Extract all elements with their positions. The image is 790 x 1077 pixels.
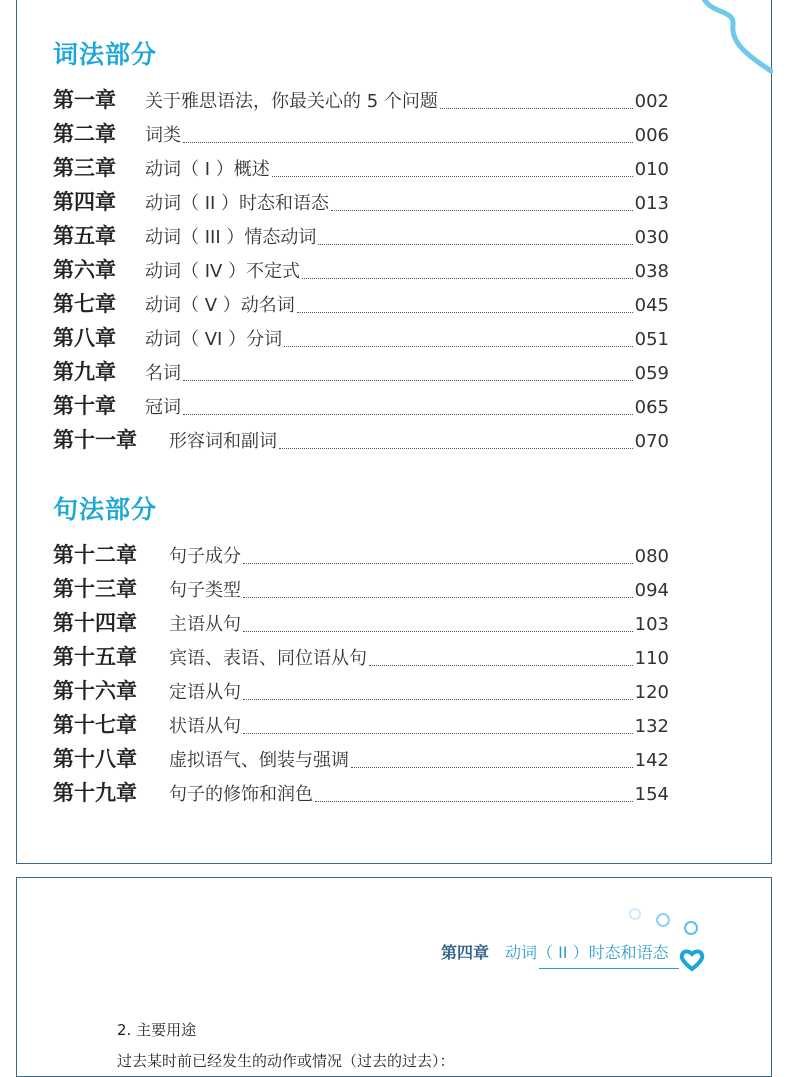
running-header-title: 动词（ II ）时态和语态: [505, 943, 669, 962]
page-number: 006: [634, 125, 669, 146]
chapter-title: 动词（ III ）情态动词: [145, 227, 317, 248]
chapter-number: 第十章: [53, 394, 116, 418]
dot-leader: [243, 733, 633, 734]
chapter-number: 第五章: [53, 224, 116, 248]
toc-entry[interactable]: [53, 151, 669, 185]
toc-entry[interactable]: [53, 742, 669, 776]
page-number: 094: [634, 580, 669, 601]
swirl-decoration-icon: [627, 906, 707, 940]
page-number: 051: [634, 329, 669, 350]
chapter-number: 第一章: [53, 88, 116, 112]
toc-entry[interactable]: [53, 287, 669, 321]
chapter-number: 第九章: [53, 360, 116, 384]
chapter-title: 定语从句: [169, 682, 241, 703]
page-number: 142: [634, 750, 669, 771]
dot-leader: [243, 563, 633, 564]
dot-leader: [369, 665, 633, 666]
dot-leader: [440, 108, 633, 109]
body-text-line: 过去某时前已经发生的动作或情况（过去的过去）：: [117, 1052, 455, 1070]
page-number: 045: [634, 295, 669, 316]
dot-leader: [318, 244, 632, 245]
dot-leader: [243, 631, 633, 632]
page-number: 132: [634, 716, 669, 737]
chapter-title: 句子的修饰和润色: [169, 784, 313, 805]
page-number: 038: [634, 261, 669, 282]
chapter-title: 主语从句: [169, 614, 241, 635]
chapter-title: 关于雅思语法，你最关心的 5 个问题: [145, 91, 438, 112]
page-number: 030: [634, 227, 669, 248]
chapter-number: 第六章: [53, 258, 116, 282]
page-number: 065: [634, 397, 669, 418]
toc-entry[interactable]: [53, 423, 669, 457]
heart-icon: [679, 948, 705, 972]
chapter-number: 第八章: [53, 326, 116, 350]
toc-entry[interactable]: [53, 83, 669, 117]
page-number: 002: [634, 91, 669, 112]
chapter-title: 动词（ II ）时态和语态: [145, 193, 330, 214]
chapter-title: 名词: [145, 363, 181, 384]
toc-entry[interactable]: [53, 355, 669, 389]
dot-leader: [331, 210, 633, 211]
chapter-number: 第十四章: [53, 611, 137, 635]
chapter-number: 第十三章: [53, 577, 137, 601]
syntax-toc-list: [53, 538, 669, 810]
chapter-number: 第三章: [53, 156, 116, 180]
morphology-toc-list: [53, 83, 669, 457]
chapter-title: 形容词和副词: [169, 431, 277, 452]
syntax-section-title: 句法部分: [53, 495, 158, 524]
toc-entry[interactable]: [53, 538, 669, 572]
header-underline: [539, 968, 679, 969]
toc-entry[interactable]: [53, 640, 669, 674]
toc-entry[interactable]: [53, 708, 669, 742]
toc-entry[interactable]: [53, 321, 669, 355]
chapter-number: 第十二章: [53, 543, 137, 567]
chapter-number: 第十五章: [53, 645, 137, 669]
chapter-title: 动词（ IV ）不定式: [145, 261, 301, 282]
preview-page: [16, 877, 772, 1077]
page-number: 013: [634, 193, 669, 214]
dot-leader: [243, 597, 633, 598]
page-number: 080: [634, 546, 669, 567]
page-number: 110: [634, 648, 669, 669]
dot-leader: [315, 801, 633, 802]
toc-entry[interactable]: [53, 185, 669, 219]
toc-entry[interactable]: [53, 219, 669, 253]
toc-page: [16, 0, 772, 864]
page-number: 059: [634, 363, 669, 384]
section-heading: 2. 主要用途: [117, 1021, 197, 1039]
toc-entry[interactable]: [53, 572, 669, 606]
chapter-number: 第十六章: [53, 679, 137, 703]
chapter-number: 第十九章: [53, 781, 137, 805]
dot-leader: [302, 278, 633, 279]
chapter-title: 宾语、表语、同位语从句: [169, 648, 367, 669]
wave-decoration-icon: [683, 0, 773, 87]
page-number: 010: [634, 159, 669, 180]
chapter-number: 第十八章: [53, 747, 137, 771]
chapter-title: 状语从句: [169, 716, 241, 737]
toc-entry[interactable]: [53, 117, 669, 151]
toc-entry[interactable]: [53, 606, 669, 640]
chapter-number: 第四章: [53, 190, 116, 214]
chapter-number: 第七章: [53, 292, 116, 316]
dot-leader: [183, 380, 633, 381]
page-number: 154: [634, 784, 669, 805]
running-header-chapter: 第四章: [441, 943, 490, 962]
chapter-title: 词类: [145, 125, 181, 146]
dot-leader: [183, 142, 633, 143]
morphology-section-title: 词法部分: [53, 40, 158, 69]
dot-leader: [297, 312, 633, 313]
page-number: 120: [634, 682, 669, 703]
chapter-title: 虚拟语气、倒装与强调: [169, 750, 349, 771]
page-number: 070: [634, 431, 669, 452]
chapter-title: 句子成分: [169, 546, 241, 567]
chapter-number: 第十一章: [53, 428, 137, 452]
dot-leader: [272, 176, 633, 177]
toc-entry[interactable]: [53, 389, 669, 423]
chapter-title: 动词（ V ）动名词: [145, 295, 295, 316]
chapter-title: 动词（ I ）概述: [145, 159, 270, 180]
page-number: 103: [634, 614, 669, 635]
dot-leader: [183, 414, 633, 415]
chapter-number: 第十七章: [53, 713, 137, 737]
chapter-title: 句子类型: [169, 580, 241, 601]
chapter-title: 动词（ VI ）分词: [145, 329, 283, 350]
chapter-number: 第二章: [53, 122, 116, 146]
dot-leader: [351, 767, 633, 768]
toc-entry[interactable]: [53, 253, 669, 287]
toc-entry[interactable]: [53, 776, 669, 810]
dot-leader: [284, 346, 633, 347]
dot-leader: [279, 448, 633, 449]
toc-entry[interactable]: [53, 674, 669, 708]
dot-leader: [243, 699, 633, 700]
chapter-title: 冠词: [145, 397, 181, 418]
